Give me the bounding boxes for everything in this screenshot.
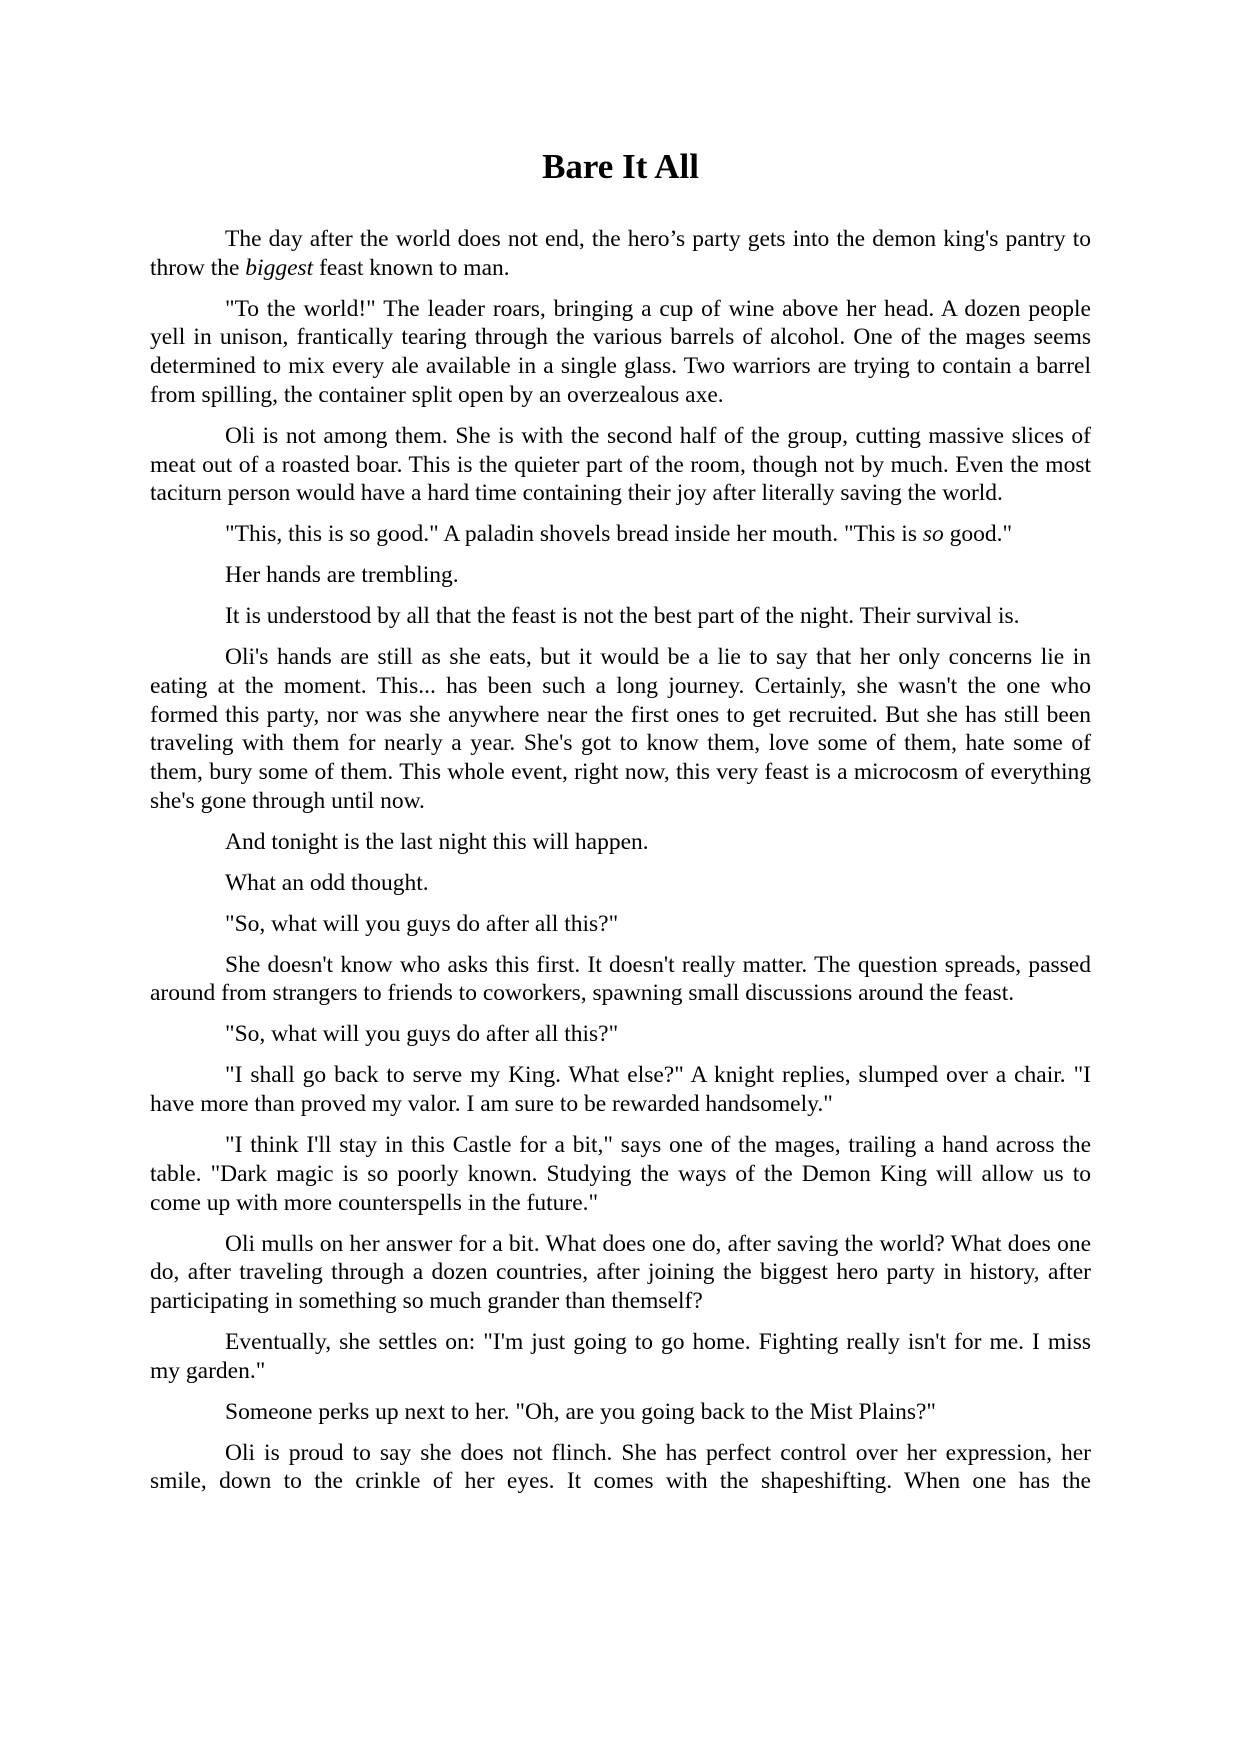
paragraph-4 [150,520,1091,549]
paragraph-17: Someone perks up next to her. "Oh, are you going back to the Mist Plains?" [225,1398,937,1425]
paragraph-15: Oli mulls on her answer for a bit. What does one do, after saving the world? What does one do, after traveling through a dozen countries, after joining the biggest hero party in history, after participating in something so much grander than themself? [150,1230,1091,1314]
paragraph-4-text-start: "This, this is so good." A paladin shovels bread inside her mouth. "This is [225,521,923,548]
paragraph-4-emphasis: so [922,521,944,548]
paragraph-1-text-start: The day after the world does not end, the hero’s party gets into the demon king's pantry to throw the [150,226,1091,281]
paragraph-16: Eventually, she settles on: "I'm just going to go home. Fighting really isn't for me. I miss my garden." [150,1328,1091,1384]
paragraph-2: "To the world!" The leader roars, bringing a cup of wine above her head. A dozen people yell in unison, frantically tearing through the various barrels of alcohol. One of the mages seems determined to mix every ale available in a single glass. Two warriors are trying to contain a barrel from spilling, the container split open by an overzealous axe. [150,295,1091,408]
paragraph-9: What an odd thought. [225,869,429,896]
paragraph-6: It is understood by all that the feast is not the best part of the night. Their survival is. [225,603,1020,630]
paragraph-7: Oli's hands are still as she eats, but it would be a lie to say that her only concerns lie in eating at the moment. This... has been such a long journey. Certainly, she wasn't the one who formed this party, nor was she anywhere near the first ones to get recruited. But she has still been traveling with them for nearly a year. She's got to know them, love some of them, hate some of them, bury some of them. This whole event, right now, this very feast is a microcosm of everything she's gone through until now. [150,644,1091,814]
document-title: Bare It All [542,147,699,186]
paragraph-1-text-end: feast known to man. [313,254,510,281]
paragraph-11: She doesn't know who asks this first. It doesn't really matter. The question spreads, passed around from strangers to friends to coworkers, spawning small discussions around the feast. [150,951,1091,1007]
paragraph-10: "So, what will you guys do after all this?" [225,910,619,937]
paragraph-5: Her hands are trembling. [225,562,459,589]
paragraph-18: Oli is proud to say she does not flinch. She has perfect control over her expression, her smile, down to the crinkle of her eyes. It comes with the shapeshifting. When one has the [150,1439,1091,1495]
paragraph-14: "I think I'll stay in this Castle for a bit," says one of the mages, trailing a hand across the table. "Dark magic is so poorly known. Studying the ways of the Demon King will allow us to come up with more counterspells in the future." [150,1132,1091,1216]
paragraph-1 [150,225,1091,282]
paragraph-1-emphasis: biggest [245,254,314,281]
paragraph-3: Oli is not among them. She is with the second half of the group, cutting massive slices of meat out of a roasted boar. This is the quieter part of the room, though not by much. Even the most taciturn person would have a hard time containing their joy after literally saving the world. [150,422,1091,507]
paragraph-13: "I shall go back to serve my King. What else?" A knight replies, slumped over a chair. "I have more than proved my valor. I am sure to be rewarded handsomely." [150,1062,1091,1118]
document-page [150,145,1091,1508]
paragraph-12: "So, what will you guys do after all this?" [225,1021,619,1048]
paragraph-4-text-end: good." [943,521,1013,548]
paragraph-8: And tonight is the last night this will happen. [225,828,649,855]
